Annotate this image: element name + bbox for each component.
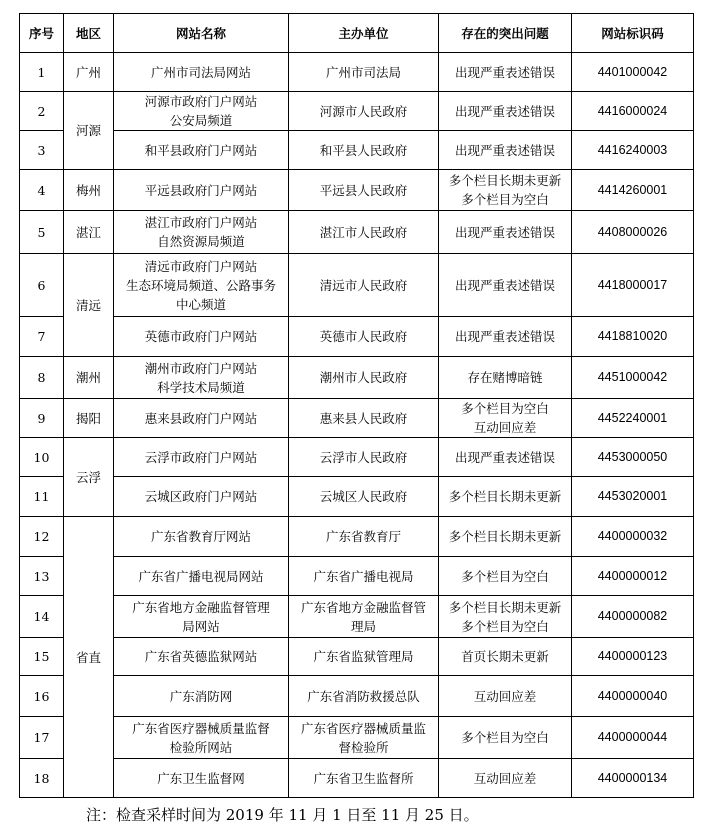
cell-line: 平远县人民政府 (319, 182, 408, 198)
cell-site-code: 4400000082 (572, 596, 694, 638)
cell-organizer (289, 53, 439, 92)
cell-site-code: 4400000123 (572, 638, 694, 676)
cell-site-name (114, 170, 289, 211)
cell-issue (439, 53, 572, 92)
cell-region: 清远 (64, 254, 114, 357)
cell-line: 出现严重表述错误 (454, 103, 555, 119)
table-row (20, 596, 694, 638)
cell-line: 广州市司法局 (325, 64, 401, 80)
cell-issue (439, 399, 572, 438)
website-issues-table (19, 13, 694, 798)
cell-region: 云浮 (64, 438, 114, 517)
table-row (20, 517, 694, 557)
cell-line: 多个栏目长期未更新 (448, 489, 562, 504)
cell-issue (439, 170, 572, 211)
cell-line: 督检验所 (338, 739, 389, 755)
cell-line: 互动回应差 (473, 420, 537, 435)
cell-organizer (289, 211, 439, 254)
cell-issue (439, 676, 572, 717)
cell-site-code: 4453000050 (572, 438, 694, 477)
cell-site-name (114, 557, 289, 596)
cell-issue (439, 759, 572, 798)
cell-no: 3 (20, 131, 64, 170)
header-no: 序号 (20, 14, 64, 53)
table-row (20, 254, 694, 317)
cell-site-name (114, 211, 289, 254)
cell-site-code: 4418000017 (572, 254, 694, 317)
cell-line: 潮州市政府门户网站 (144, 360, 258, 376)
cell-region: 潮州 (64, 357, 114, 399)
cell-region: 省直 (64, 517, 114, 798)
cell-organizer (289, 399, 439, 438)
cell-line: 惠来县政府门户网站 (144, 410, 258, 426)
cell-line: 广东省广播电视局网站 (138, 568, 264, 584)
cell-line: 广东省监狱管理局 (313, 649, 414, 664)
cell-site-name (114, 399, 289, 438)
cell-organizer (289, 638, 439, 676)
cell-line: 云城区人民政府 (319, 489, 408, 504)
cell-line: 多个栏目长期未更新 (448, 529, 562, 544)
cell-site-code: 4452240001 (572, 399, 694, 438)
cell-issue (439, 254, 572, 317)
cell-line: 广东省地方金融监督管 (300, 599, 426, 615)
cell-no: 11 (20, 477, 64, 517)
cell-issue (439, 92, 572, 131)
header-organizer: 主办单位 (289, 14, 439, 53)
cell-organizer (289, 317, 439, 357)
cell-region: 湛江 (64, 211, 114, 254)
cell-line: 科学技术局频道 (157, 379, 245, 395)
cell-line: 广东消防网 (169, 688, 233, 704)
cell-line: 清远市人民政府 (319, 277, 408, 293)
cell-line: 云浮市政府门户网站 (144, 449, 258, 465)
cell-site-name (114, 254, 289, 317)
cell-organizer (289, 557, 439, 596)
table-row (20, 92, 694, 131)
cell-issue (439, 131, 572, 170)
table-row (20, 131, 694, 170)
cell-site-code: 4416000024 (572, 92, 694, 131)
cell-line: 多个栏目为空白 (461, 192, 549, 207)
cell-line: 广东省卫生监督所 (313, 770, 414, 786)
cell-no: 1 (20, 53, 64, 92)
cell-line: 和平县人民政府 (319, 142, 408, 158)
table-note: 注：检查采样时间为 2019 年 11 月 1 日至 11 月 25 日。 (86, 806, 479, 824)
cell-line: 广东省教育厅 (325, 529, 401, 544)
cell-issue (439, 357, 572, 399)
cell-site-name (114, 357, 289, 399)
cell-line: 出现严重表述错误 (454, 142, 555, 158)
cell-no: 18 (20, 759, 64, 798)
cell-line: 生态环境局频道、公路事务 (125, 277, 276, 293)
cell-line: 出现严重表述错误 (454, 224, 555, 240)
cell-site-code: 4400000032 (572, 517, 694, 557)
cell-organizer (289, 92, 439, 131)
cell-line: 首页长期未更新 (461, 649, 549, 664)
cell-site-name (114, 53, 289, 92)
cell-line: 中心频道 (175, 296, 226, 312)
cell-site-code: 4416240003 (572, 131, 694, 170)
header-issue: 存在的突出问题 (439, 14, 572, 53)
cell-line: 局网站 (182, 618, 220, 634)
table-row (20, 317, 694, 357)
cell-no: 17 (20, 717, 64, 759)
cell-line: 河源市人民政府 (319, 103, 408, 119)
table-row (20, 638, 694, 676)
table-row (20, 676, 694, 717)
cell-line: 多个栏目长期未更新 (448, 599, 562, 615)
cell-line: 互动回应差 (473, 770, 537, 786)
cell-line: 出现严重表述错误 (454, 329, 555, 344)
cell-no: 9 (20, 399, 64, 438)
cell-site-code: 4400000040 (572, 676, 694, 717)
cell-organizer (289, 717, 439, 759)
table-row (20, 357, 694, 399)
cell-organizer (289, 759, 439, 798)
cell-line: 湛江市人民政府 (319, 224, 408, 240)
header-region: 地区 (64, 14, 114, 53)
cell-site-name (114, 759, 289, 798)
cell-organizer (289, 477, 439, 517)
cell-line: 云浮市人民政府 (319, 449, 408, 465)
cell-line: 多个栏目为空白 (461, 401, 549, 416)
cell-organizer (289, 357, 439, 399)
cell-line: 广东省英德监狱网站 (144, 649, 258, 664)
cell-issue (439, 438, 572, 477)
cell-site-name (114, 638, 289, 676)
cell-site-name (114, 717, 289, 759)
cell-no: 12 (20, 517, 64, 557)
cell-line: 英德市政府门户网站 (144, 329, 258, 344)
cell-no: 8 (20, 357, 64, 399)
cell-line: 英德市人民政府 (319, 329, 408, 344)
cell-site-name (114, 131, 289, 170)
table-header-row (20, 14, 694, 53)
cell-site-name (114, 92, 289, 131)
cell-organizer (289, 254, 439, 317)
table-row (20, 399, 694, 438)
cell-organizer (289, 170, 439, 211)
cell-line: 平远县政府门户网站 (144, 182, 258, 198)
table-row (20, 717, 694, 759)
cell-site-code: 4408000026 (572, 211, 694, 254)
cell-organizer (289, 131, 439, 170)
cell-no: 15 (20, 638, 64, 676)
cell-line: 广东省医疗器械质量监督 (132, 720, 270, 736)
cell-line: 广东省广播电视局 (313, 568, 414, 584)
cell-organizer (289, 438, 439, 477)
cell-line: 广东省消防救援总队 (307, 688, 420, 704)
cell-region: 广州 (64, 53, 114, 92)
cell-line: 多个栏目长期未更新 (448, 173, 562, 188)
cell-line: 自然资源局频道 (157, 234, 245, 249)
cell-line: 检验所网站 (169, 739, 233, 755)
cell-line: 云城区政府门户网站 (144, 489, 258, 504)
cell-region: 揭阳 (64, 399, 114, 438)
cell-site-name (114, 517, 289, 557)
cell-no: 4 (20, 170, 64, 211)
cell-line: 多个栏目为空白 (461, 568, 549, 584)
cell-no: 7 (20, 317, 64, 357)
cell-line: 广州市司法局网站 (150, 64, 251, 80)
cell-no: 16 (20, 676, 64, 717)
cell-issue (439, 317, 572, 357)
cell-no: 2 (20, 92, 64, 131)
cell-line: 出现严重表述错误 (454, 64, 555, 80)
cell-site-name (114, 676, 289, 717)
table-row (20, 438, 694, 477)
table-row (20, 759, 694, 798)
cell-issue (439, 638, 572, 676)
cell-line: 惠来县人民政府 (319, 410, 408, 426)
cell-issue (439, 477, 572, 517)
cell-issue (439, 717, 572, 759)
cell-region: 梅州 (64, 170, 114, 211)
cell-line: 多个栏目为空白 (461, 618, 549, 634)
table-row (20, 477, 694, 517)
cell-no: 5 (20, 211, 64, 254)
cell-site-name (114, 477, 289, 517)
cell-issue (439, 211, 572, 254)
cell-site-code: 4453020001 (572, 477, 694, 517)
cell-line: 公安局频道 (169, 113, 233, 128)
cell-no: 14 (20, 596, 64, 638)
header-site-code: 网站标识码 (572, 14, 694, 53)
cell-line: 广东省医疗器械质量监 (300, 720, 426, 736)
cell-line: 和平县政府门户网站 (144, 142, 258, 158)
cell-line: 清远市政府门户网站 (144, 258, 258, 274)
table-body (20, 53, 694, 798)
cell-issue (439, 557, 572, 596)
cell-site-code: 4400000012 (572, 557, 694, 596)
cell-line: 湛江市政府门户网站 (144, 215, 258, 230)
cell-line: 出现严重表述错误 (454, 277, 555, 293)
cell-region: 河源 (64, 92, 114, 170)
cell-no: 6 (20, 254, 64, 317)
cell-no: 10 (20, 438, 64, 477)
cell-issue (439, 517, 572, 557)
header-site-name: 网站名称 (114, 14, 289, 53)
cell-site-name (114, 317, 289, 357)
cell-site-code: 4401000042 (572, 53, 694, 92)
cell-line: 河源市政府门户网站 (144, 94, 258, 109)
table-row (20, 53, 694, 92)
table-row (20, 170, 694, 211)
cell-site-name (114, 438, 289, 477)
cell-line: 广东省地方金融监督管理 (132, 599, 270, 615)
cell-site-code: 4400000134 (572, 759, 694, 798)
cell-line: 广东卫生监督网 (157, 770, 245, 786)
cell-site-code: 4418810020 (572, 317, 694, 357)
cell-organizer (289, 676, 439, 717)
cell-line: 理局 (350, 618, 376, 634)
table-row (20, 557, 694, 596)
cell-line: 互动回应差 (473, 688, 537, 704)
table-row (20, 211, 694, 254)
cell-site-name (114, 596, 289, 638)
cell-line: 潮州市人民政府 (319, 370, 408, 385)
cell-line: 广东省教育厅网站 (150, 529, 251, 544)
cell-site-code: 4414260001 (572, 170, 694, 211)
cell-organizer (289, 596, 439, 638)
cell-line: 存在赌博暗链 (467, 370, 543, 385)
cell-issue (439, 596, 572, 638)
cell-site-code: 4400000044 (572, 717, 694, 759)
cell-line: 出现严重表述错误 (454, 449, 555, 465)
cell-line: 多个栏目为空白 (461, 730, 549, 745)
cell-organizer (289, 517, 439, 557)
cell-no: 13 (20, 557, 64, 596)
cell-site-code: 4451000042 (572, 357, 694, 399)
